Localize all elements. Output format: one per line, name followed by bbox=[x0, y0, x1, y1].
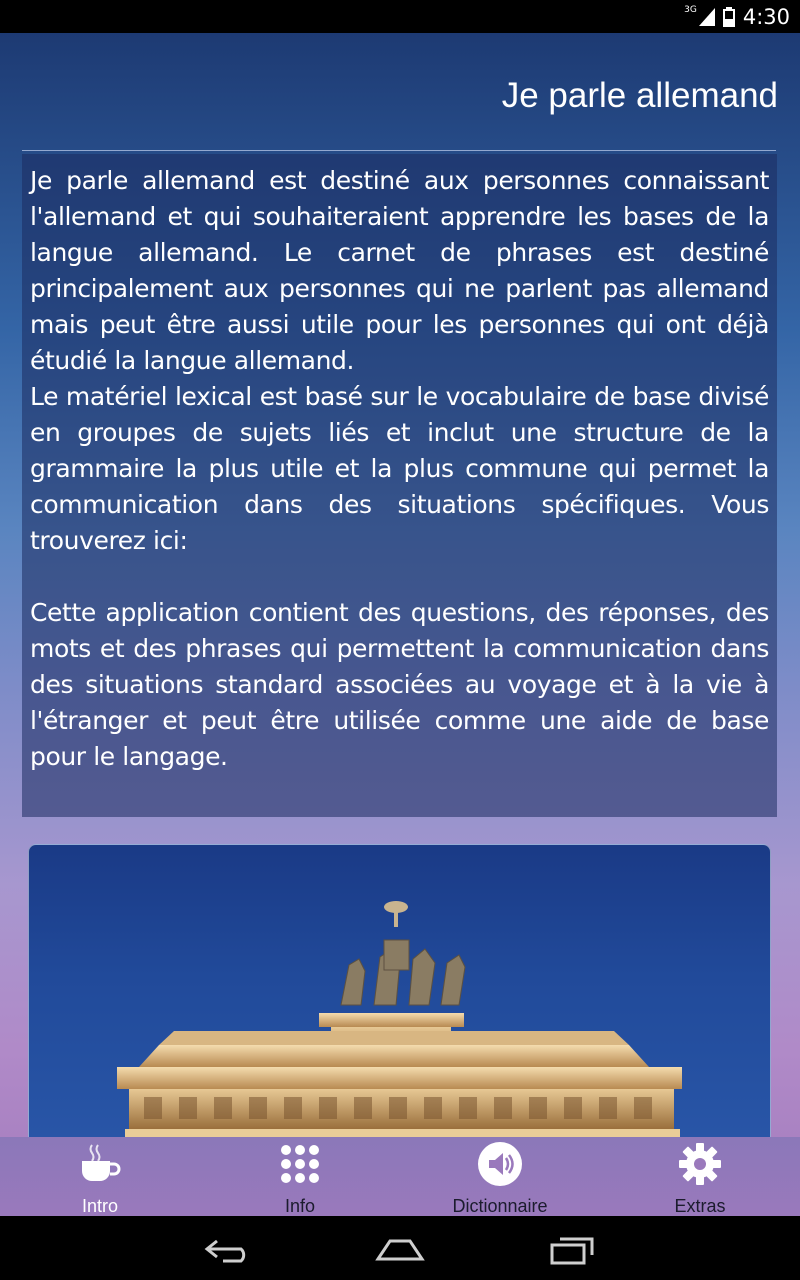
battery-icon bbox=[723, 7, 735, 27]
home-icon[interactable] bbox=[370, 1230, 430, 1270]
speaker-icon bbox=[478, 1143, 522, 1185]
intro-text-panel[interactable] bbox=[22, 154, 777, 817]
back-icon[interactable] bbox=[198, 1230, 258, 1270]
bottom-tab-bar bbox=[0, 1137, 800, 1216]
tab-label: Info bbox=[284, 1196, 316, 1216]
page-title: Je parle allemand bbox=[501, 76, 778, 115]
tab-label: Extras bbox=[674, 1196, 726, 1216]
intro-paragraph: Cette application contient des questions, des réponses, des mots et des phrases qui permettent la communication dans des situations standard associées au voyage et à la vie à l'étranger et peut être utilisée comme une aide de base pour le langage. bbox=[30, 598, 769, 771]
coffee-cup-icon bbox=[78, 1143, 122, 1185]
recents-icon[interactable] bbox=[542, 1230, 602, 1270]
status-indicators bbox=[684, 0, 790, 33]
system-navigation-bar bbox=[0, 1216, 800, 1280]
tab-label: Intro bbox=[81, 1196, 119, 1216]
brandenburg-gate-illustration bbox=[29, 845, 770, 1175]
brandenburg-gate-photo bbox=[28, 844, 771, 1176]
tab-info[interactable] bbox=[200, 1137, 400, 1216]
grid-dots-icon bbox=[280, 1143, 320, 1185]
tab-extras[interactable] bbox=[600, 1137, 800, 1216]
clock: 4:30 bbox=[742, 4, 790, 29]
status-bar bbox=[0, 0, 800, 33]
network-type: 3G bbox=[684, 4, 697, 15]
gear-icon bbox=[678, 1143, 722, 1185]
tab-label: Dictionnaire bbox=[452, 1196, 548, 1216]
app-content bbox=[0, 33, 800, 1216]
intro-paragraph: Je parle allemand est destiné aux personnes connaissant l'allemand et qui souhaiteraient apprendre les bases de la langue allemand. Le carnet de phrases est destiné principalement aux personnes qui ne parlent pas allemand mais peut être aussi utile pour les personnes qui ont déjà étudié la langue allemand. bbox=[30, 166, 769, 375]
tab-intro[interactable] bbox=[0, 1137, 200, 1216]
tab-dictionnaire[interactable] bbox=[400, 1137, 600, 1216]
intro-paragraph: Le matériel lexical est basé sur le vocabulaire de base divisé en groupes de sujets liés et inclut une structure de la grammaire la plus utile et la plus commune qui permet la communication dans des situations spécifiques. Vous trouverez ici: bbox=[30, 382, 769, 555]
title-divider bbox=[22, 150, 776, 151]
signal-icon bbox=[699, 8, 715, 26]
